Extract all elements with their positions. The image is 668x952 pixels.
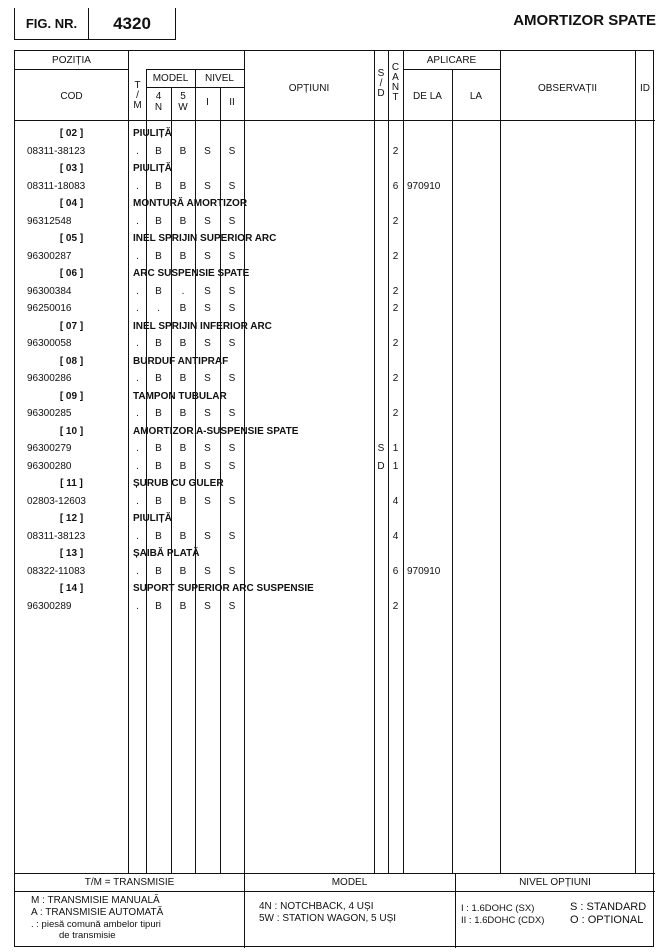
group-row bbox=[15, 545, 655, 563]
quantity-cell: 4 bbox=[392, 530, 399, 542]
model-5w-cell: . bbox=[181, 285, 185, 297]
model-4n-cell: B bbox=[155, 495, 162, 507]
nivel-i-cell: S bbox=[204, 460, 211, 472]
transmission-cell: . bbox=[136, 250, 139, 262]
transmission-cell: . bbox=[136, 443, 139, 454]
table-row bbox=[15, 370, 655, 388]
table-row bbox=[15, 405, 655, 423]
col-header-sd: S / D bbox=[377, 68, 385, 99]
footer-nivel-i: I : 1.6DOHC (SX) bbox=[461, 903, 535, 914]
col-header-nivel-ii: II bbox=[229, 97, 235, 108]
part-code: 96300058 bbox=[27, 338, 72, 349]
model-5w-cell: B bbox=[179, 408, 187, 419]
from-date-cell: 970910 bbox=[407, 180, 441, 192]
table-row bbox=[15, 178, 655, 196]
model-5w-cell: B bbox=[179, 250, 187, 262]
footer-tm-title: T/M = TRANSMISIE bbox=[84, 877, 175, 888]
nivel-i-cell: S bbox=[204, 373, 211, 384]
model-4n-cell: B bbox=[155, 215, 162, 227]
footer-tm-common-2: de transmisie bbox=[59, 930, 116, 941]
nivel-i-cell: S bbox=[204, 285, 211, 297]
part-name: ȘURUB CU GULER bbox=[133, 478, 224, 489]
part-code: 08322-11083 bbox=[27, 565, 86, 577]
side-cell bbox=[374, 283, 388, 301]
footer-tm-common: . : piesă comună ambelor tipuri bbox=[31, 919, 161, 930]
col-header-de-la: DE LA bbox=[413, 91, 442, 102]
position-number: [ 05 ] bbox=[59, 233, 84, 244]
side-cell: D bbox=[377, 460, 385, 472]
nivel-ii-cell: S bbox=[228, 145, 236, 157]
model-5w-cell: B bbox=[179, 145, 187, 157]
nivel-i-cell: S bbox=[204, 303, 211, 314]
nivel-i-cell: S bbox=[204, 180, 211, 192]
model-4n-cell: . bbox=[157, 303, 160, 314]
quantity-cell: 4 bbox=[392, 495, 399, 507]
col-header-observatii: OBSERVAȚII bbox=[537, 83, 598, 94]
part-name: PIULIȚĂ bbox=[133, 513, 172, 524]
model-4n-cell: B bbox=[155, 443, 162, 454]
part-code: 96312548 bbox=[27, 215, 72, 227]
quantity-cell: 2 bbox=[392, 600, 399, 612]
quantity-cell: 2 bbox=[392, 303, 399, 314]
group-row bbox=[15, 265, 655, 283]
part-name: PIULIȚĂ bbox=[133, 163, 172, 174]
group-row bbox=[15, 318, 655, 336]
table-row bbox=[15, 283, 655, 301]
model-5w-cell: B bbox=[179, 530, 187, 542]
group-row bbox=[15, 423, 655, 441]
nivel-ii-cell: S bbox=[228, 338, 236, 349]
side-cell: S bbox=[377, 443, 385, 454]
transmission-cell: . bbox=[136, 530, 139, 542]
part-code: 08311-18083 bbox=[27, 180, 86, 192]
model-5w-cell: B bbox=[179, 215, 187, 227]
model-4n-cell: B bbox=[155, 460, 162, 472]
col-header-cant: C A N T bbox=[391, 62, 400, 103]
col-header-pozitia: POZIȚIA bbox=[52, 55, 91, 66]
table-row bbox=[15, 458, 655, 476]
nivel-ii-cell: S bbox=[228, 180, 236, 192]
table-row bbox=[15, 528, 655, 546]
footer-standard: S : STANDARD bbox=[570, 901, 647, 913]
transmission-cell: . bbox=[136, 495, 139, 507]
side-cell bbox=[374, 213, 388, 231]
quantity-cell: 2 bbox=[392, 285, 399, 297]
position-number: [ 10 ] bbox=[59, 425, 84, 437]
page-title: AMORTIZOR SPATE bbox=[513, 12, 656, 29]
side-cell bbox=[374, 178, 388, 196]
col-header-aplicare: APLICARE bbox=[426, 55, 477, 66]
nivel-i-cell: S bbox=[204, 565, 211, 577]
figure-number-box bbox=[14, 8, 176, 40]
nivel-i-cell: S bbox=[204, 145, 211, 157]
position-number: [ 12 ] bbox=[59, 513, 84, 524]
transmission-cell: . bbox=[136, 303, 139, 314]
model-5w-cell: B bbox=[179, 338, 187, 349]
footer-tm-automatic: A : TRANSMISIE AUTOMATĂ bbox=[31, 907, 164, 918]
model-4n-cell: B bbox=[155, 530, 162, 542]
group-row bbox=[15, 125, 655, 143]
part-code: 02803-12603 bbox=[27, 495, 86, 507]
nivel-i-cell: S bbox=[204, 530, 211, 542]
transmission-cell: . bbox=[136, 600, 139, 612]
part-name: MONTURĂ AMORTIZOR bbox=[133, 198, 248, 209]
table-row bbox=[15, 300, 655, 318]
part-name: PIULIȚĂ bbox=[133, 128, 172, 139]
position-number: [ 14 ] bbox=[59, 583, 84, 594]
side-cell bbox=[374, 300, 388, 318]
position-number: [ 08 ] bbox=[59, 355, 84, 367]
position-number: [ 13 ] bbox=[59, 548, 84, 559]
nivel-i-cell: S bbox=[204, 443, 211, 454]
nivel-ii-cell: S bbox=[228, 460, 236, 472]
side-cell bbox=[374, 370, 388, 388]
group-row bbox=[15, 580, 655, 598]
table-row bbox=[15, 493, 655, 511]
transmission-cell: . bbox=[136, 145, 139, 157]
model-5w-cell: B bbox=[179, 565, 187, 577]
quantity-cell: 6 bbox=[392, 180, 399, 192]
model-5w-cell: B bbox=[179, 443, 187, 454]
model-4n-cell: B bbox=[155, 565, 162, 577]
part-name: ȘAIBĂ PLATĂ bbox=[133, 548, 200, 559]
group-row bbox=[15, 475, 655, 493]
model-4n-cell: B bbox=[155, 285, 162, 297]
quantity-cell: 2 bbox=[392, 145, 399, 157]
part-code: 96300279 bbox=[27, 443, 72, 454]
col-header-4n: 4 N bbox=[154, 91, 163, 113]
group-row bbox=[15, 160, 655, 178]
side-cell bbox=[374, 248, 388, 266]
table-row bbox=[15, 440, 655, 458]
col-header-tm: T / M bbox=[133, 80, 142, 111]
transmission-cell: . bbox=[136, 215, 139, 227]
nivel-ii-cell: S bbox=[228, 285, 236, 297]
model-5w-cell: B bbox=[179, 180, 187, 192]
side-cell bbox=[374, 598, 388, 616]
part-name: BURDUF ANTIPRAF bbox=[133, 355, 229, 367]
nivel-ii-cell: S bbox=[228, 408, 236, 419]
quantity-cell: 2 bbox=[392, 215, 399, 227]
nivel-ii-cell: S bbox=[228, 565, 236, 577]
model-4n-cell: B bbox=[155, 373, 162, 384]
part-code: 96300384 bbox=[27, 285, 72, 297]
part-code: 96300285 bbox=[27, 408, 72, 419]
col-header-nivel: NIVEL bbox=[205, 73, 234, 84]
nivel-i-cell: S bbox=[204, 215, 211, 227]
group-row bbox=[15, 353, 655, 371]
model-5w-cell: B bbox=[179, 495, 187, 507]
group-row bbox=[15, 388, 655, 406]
nivel-i-cell: S bbox=[204, 600, 211, 612]
parts-table bbox=[14, 50, 654, 947]
model-5w-cell: B bbox=[179, 303, 187, 314]
footer-tm-manual: M : TRANSMISIE MANUALĂ bbox=[31, 895, 160, 906]
table-row bbox=[15, 248, 655, 266]
transmission-cell: . bbox=[136, 285, 139, 297]
model-4n-cell: B bbox=[155, 250, 162, 262]
part-name: ARC SUSPENSIE SPATE bbox=[133, 268, 250, 279]
table-row bbox=[15, 563, 655, 581]
nivel-ii-cell: S bbox=[228, 600, 236, 612]
footer-nivel-title: NIVEL OPȚIUNI bbox=[519, 877, 591, 888]
part-name: TAMPON TUBULAR bbox=[133, 390, 227, 402]
quantity-cell: 1 bbox=[392, 443, 399, 454]
part-name: SUPORT SUPERIOR ARC SUSPENSIE bbox=[133, 583, 314, 594]
nivel-i-cell: S bbox=[204, 408, 211, 419]
quantity-cell: 2 bbox=[392, 338, 399, 349]
quantity-cell: 2 bbox=[392, 408, 399, 419]
col-header-model: MODEL bbox=[152, 73, 189, 84]
model-5w-cell: B bbox=[179, 600, 187, 612]
position-number: [ 03 ] bbox=[59, 163, 84, 174]
side-cell bbox=[374, 528, 388, 546]
nivel-ii-cell: S bbox=[228, 530, 236, 542]
col-header-cod: COD bbox=[60, 91, 83, 102]
footer-nivel-ii: II : 1.6DOHC (CDX) bbox=[461, 915, 545, 926]
side-cell bbox=[374, 563, 388, 581]
model-4n-cell: B bbox=[155, 145, 162, 157]
part-code: 96250016 bbox=[27, 303, 72, 314]
side-cell bbox=[374, 493, 388, 511]
col-header-optiuni: OPȚIUNI bbox=[288, 83, 330, 94]
quantity-cell: 1 bbox=[392, 460, 399, 472]
part-code: 96300287 bbox=[27, 250, 72, 262]
position-number: [ 02 ] bbox=[59, 128, 84, 139]
part-code: 08311-38123 bbox=[27, 530, 86, 542]
nivel-ii-cell: S bbox=[228, 495, 236, 507]
position-number: [ 06 ] bbox=[59, 268, 84, 279]
table-row bbox=[15, 143, 655, 161]
transmission-cell: . bbox=[136, 408, 139, 419]
table-row bbox=[15, 598, 655, 616]
side-cell bbox=[374, 143, 388, 161]
part-name: INEL SPRIJIN INFERIOR ARC bbox=[133, 320, 272, 332]
nivel-ii-cell: S bbox=[228, 443, 236, 454]
quantity-cell: 6 bbox=[392, 565, 399, 577]
model-4n-cell: B bbox=[155, 600, 162, 612]
nivel-ii-cell: S bbox=[228, 303, 236, 314]
col-header-id: ID bbox=[640, 83, 650, 94]
side-cell bbox=[374, 335, 388, 353]
group-row bbox=[15, 510, 655, 528]
nivel-ii-cell: S bbox=[228, 250, 236, 262]
transmission-cell: . bbox=[136, 180, 139, 192]
model-4n-cell: B bbox=[155, 408, 162, 419]
quantity-cell: 2 bbox=[392, 250, 399, 262]
side-cell bbox=[374, 405, 388, 423]
part-code: 96300280 bbox=[27, 460, 72, 472]
part-code: 96300286 bbox=[27, 373, 72, 384]
figure-number: 4320 bbox=[113, 13, 151, 33]
transmission-cell: . bbox=[136, 460, 139, 472]
position-number: [ 07 ] bbox=[59, 320, 84, 332]
group-row bbox=[15, 195, 655, 213]
col-header-5w: 5 W bbox=[178, 91, 188, 113]
footer-model-title: MODEL bbox=[331, 877, 368, 888]
footer-model-4n: 4N : NOTCHBACK, 4 UȘI bbox=[259, 901, 374, 912]
footer-optional: O : OPTIONAL bbox=[570, 914, 644, 926]
from-date-cell: 970910 bbox=[407, 565, 441, 577]
col-header-la: LA bbox=[469, 91, 483, 102]
part-code: 08311-38123 bbox=[27, 145, 86, 157]
position-number: [ 11 ] bbox=[60, 478, 83, 489]
group-row bbox=[15, 230, 655, 248]
table-row bbox=[15, 335, 655, 353]
position-number: [ 09 ] bbox=[59, 390, 84, 402]
nivel-i-cell: S bbox=[204, 495, 211, 507]
nivel-ii-cell: S bbox=[228, 373, 236, 384]
model-5w-cell: B bbox=[179, 373, 187, 384]
transmission-cell: . bbox=[136, 373, 139, 384]
quantity-cell: 2 bbox=[392, 373, 399, 384]
col-header-nivel-i: I bbox=[206, 97, 209, 108]
table-row bbox=[15, 213, 655, 231]
part-name: INEL SPRIJIN SUPERIOR ARC bbox=[133, 233, 277, 244]
footer-model-5w: 5W : STATION WAGON, 5 UȘI bbox=[259, 913, 397, 924]
part-name: AMORTIZOR A-SUSPENSIE SPATE bbox=[133, 425, 299, 437]
nivel-ii-cell: S bbox=[228, 215, 236, 227]
transmission-cell: . bbox=[136, 565, 139, 577]
model-4n-cell: B bbox=[155, 180, 162, 192]
model-5w-cell: B bbox=[179, 460, 187, 472]
model-4n-cell: B bbox=[155, 338, 162, 349]
transmission-cell: . bbox=[136, 338, 139, 349]
nivel-i-cell: S bbox=[204, 250, 211, 262]
position-number: [ 04 ] bbox=[59, 198, 84, 209]
part-code: 96300289 bbox=[27, 600, 72, 612]
figure-label: FIG. NR. bbox=[15, 8, 89, 39]
nivel-i-cell: S bbox=[204, 338, 211, 349]
